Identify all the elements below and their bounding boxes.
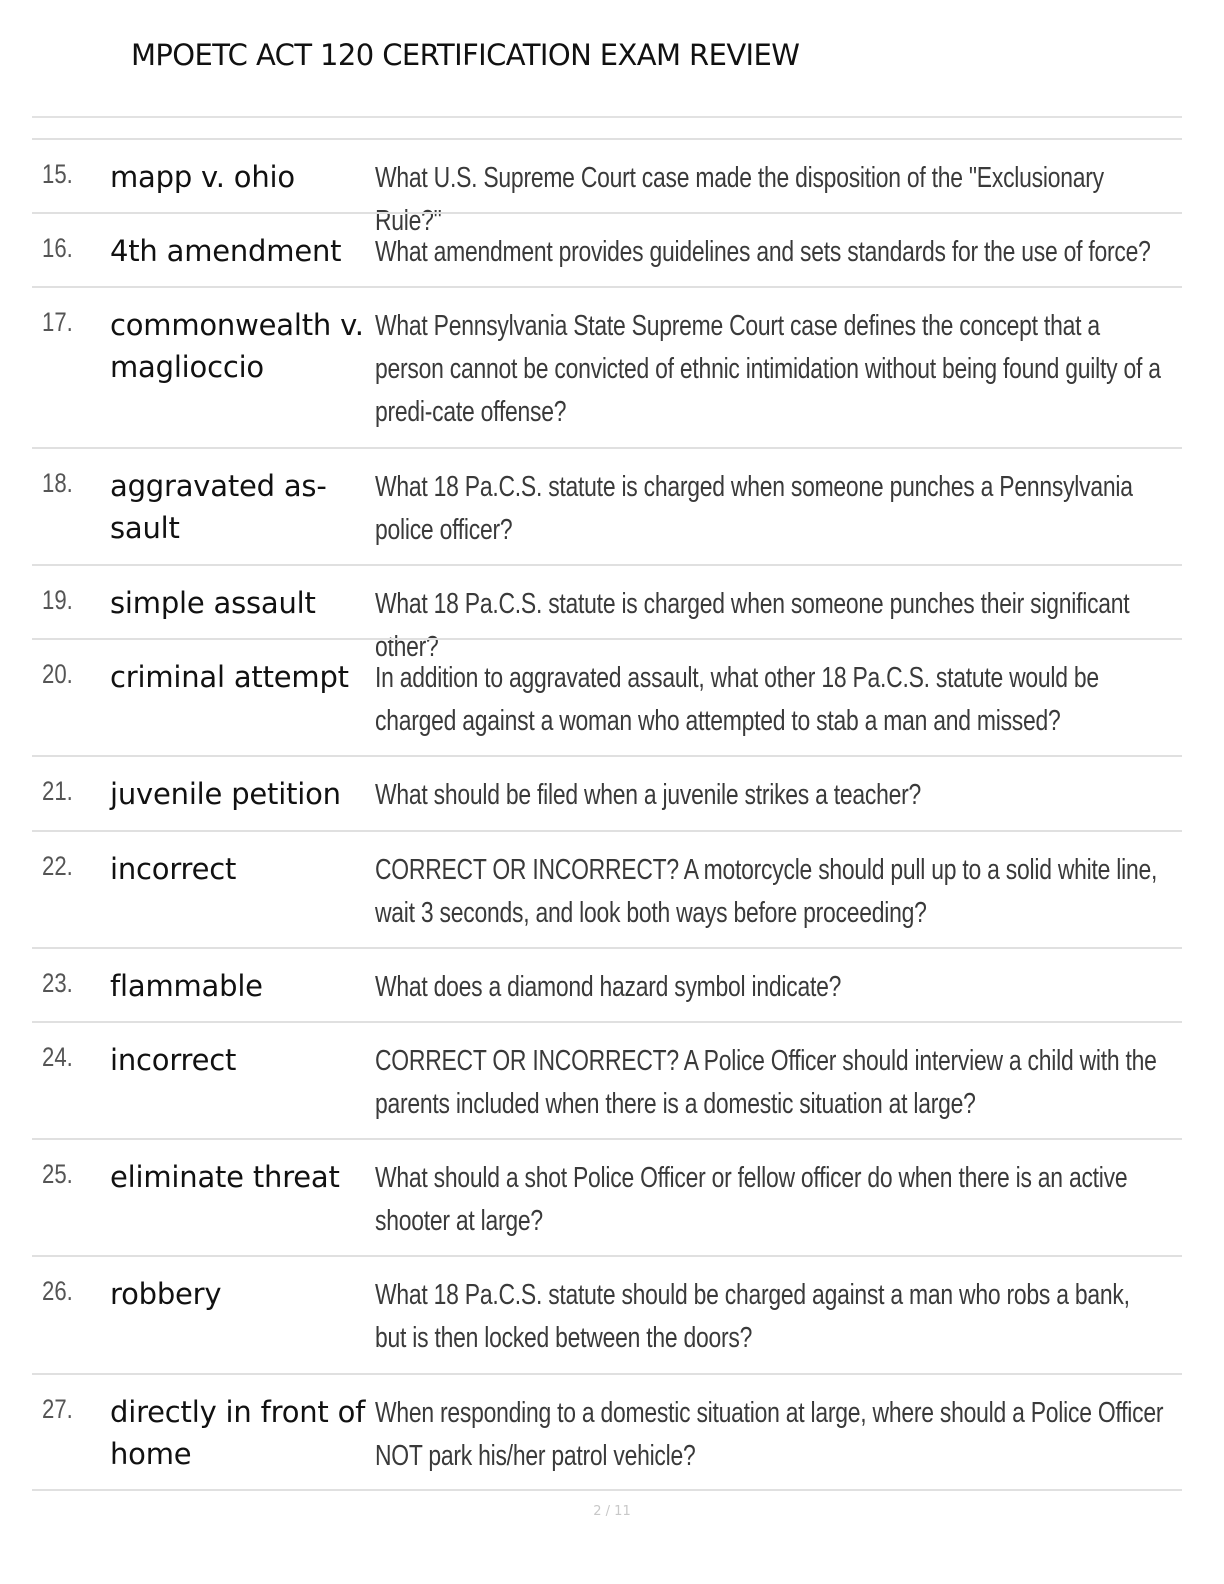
card-term: 4th amendment — [110, 234, 342, 268]
card-number: 23. — [42, 968, 73, 998]
card-term: criminal attempt — [110, 660, 349, 694]
page-title: MPOETC ACT 120 CERTIFICATION EXAM REVIEW — [131, 38, 800, 72]
header-divider — [32, 116, 1182, 118]
card-term: directly in front of home — [110, 1395, 366, 1471]
card-term: commonwealth v. maglioccio — [110, 308, 364, 384]
page-number: 2 / 11 — [593, 1504, 631, 1519]
card-term: incorrect — [110, 1043, 237, 1077]
card-number: 18. — [42, 468, 73, 498]
card-number: 20. — [42, 659, 73, 689]
card-number: 17. — [42, 307, 73, 337]
card-row — [32, 212, 1182, 286]
card-number: 22. — [42, 851, 73, 881]
card-term: juvenile petition — [110, 777, 341, 811]
card-row — [32, 830, 1182, 947]
card-row — [32, 1021, 1182, 1138]
card-term: robbery — [110, 1277, 222, 1311]
card-number: 25. — [42, 1159, 73, 1189]
card-number: 15. — [42, 159, 73, 189]
card-number: 26. — [42, 1276, 73, 1306]
card-number: 16. — [42, 233, 73, 263]
card-definition: What should be filed when a juvenile strikes a teacher? — [375, 779, 922, 811]
card-row — [32, 947, 1182, 1021]
card-row — [32, 447, 1182, 564]
card-term: aggravated as-sault — [110, 469, 327, 545]
card-row — [32, 638, 1182, 755]
card-definition: What 18 Pa.C.S. statute is charged when someone punches their significant other? — [375, 588, 1130, 663]
card-definition: What Pennsylvania State Supreme Court case defines the concept that a person cannot be convicted of ethnic intimidation without being found guilty of a predi-cate offense? — [375, 310, 1161, 428]
card-term: mapp v. ohio — [110, 160, 295, 194]
card-row — [32, 286, 1182, 447]
card-definition: What U.S. Supreme Court case made the disposition of the "Exclusionary Rule?" — [375, 162, 1104, 237]
card-row — [32, 1138, 1182, 1255]
card-row — [32, 755, 1182, 830]
card-definition: CORRECT OR INCORRECT? A motorcycle should pull up to a solid white line, wait 3 seconds, and look both ways before proceeding? — [375, 854, 1158, 929]
card-definition: What 18 Pa.C.S. statute is charged when someone punches a Pennsylvania police officer? — [375, 471, 1133, 546]
card-definition: CORRECT OR INCORRECT? A Police Officer should interview a child with the parents included when there is a domestic situation at large? — [375, 1045, 1157, 1120]
card-definition: What 18 Pa.C.S. statute should be charged against a man who robs a bank, but is then locked between the doors? — [375, 1279, 1130, 1354]
card-number: 27. — [42, 1394, 73, 1424]
card-row — [32, 1255, 1182, 1373]
card-definition: What amendment provides guidelines and sets standards for the use of force? — [375, 236, 1151, 268]
flashcard-list — [32, 138, 1182, 1491]
card-row — [32, 564, 1182, 663]
card-row — [32, 1373, 1182, 1491]
card-number: 21. — [42, 776, 73, 806]
card-number: 24. — [42, 1042, 73, 1072]
card-definition: What does a diamond hazard symbol indicate? — [375, 971, 842, 1003]
card-term: flammable — [110, 969, 263, 1003]
card-definition: When responding to a domestic situation at large, where should a Police Officer NOT park his/her patrol vehicle? — [375, 1397, 1164, 1472]
card-definition: In addition to aggravated assault, what other 18 Pa.C.S. statute would be charged against a woman who attempted to stab a man and missed? — [375, 662, 1099, 737]
card-number: 19. — [42, 585, 73, 615]
card-term: eliminate threat — [110, 1160, 340, 1194]
card-definition: What should a shot Police Officer or fellow officer do when there is an active shooter at large? — [375, 1162, 1128, 1237]
card-term: simple assault — [110, 586, 316, 620]
card-row — [32, 138, 1182, 237]
card-term: incorrect — [110, 852, 237, 886]
